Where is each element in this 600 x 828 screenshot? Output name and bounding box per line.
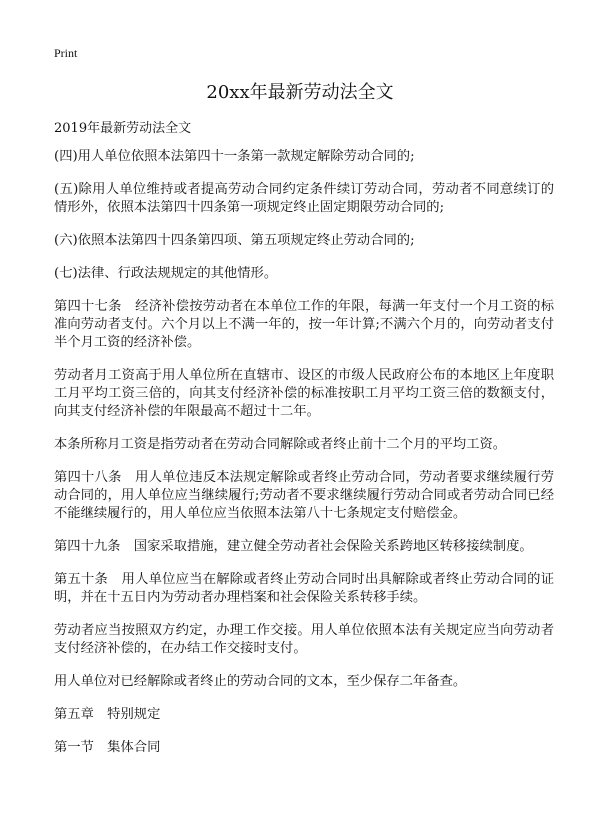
paragraph: (四)用人单位依照本法第四十一条第一款规定解除劳动合同的; bbox=[54, 149, 415, 164]
section-heading: 第一节 集体合同 bbox=[54, 740, 161, 755]
paragraph: 劳动者应当按照双方约定，办理工作交接。用人单位依照本法有关规定应当向劳动者支付经济补偿的，在办结工作交接时支付。 bbox=[54, 623, 554, 656]
article-50: 第五十条 用人单位应当在解除或者终止劳动合同时出具解除或者终止劳动合同的证明，并在十五日内为劳动者办理档案和社会保险关系转移手续。 bbox=[54, 572, 554, 605]
article-47: 第四十七条 经济补偿按劳动者在本单位工作的年限，每满一年支付一个月工资的标准向劳动者支付。六个月以上不满一年的，按一年计算;不满六个月的，向劳动者支付半个月工资的经济补偿。 bbox=[54, 299, 554, 350]
paragraph: 劳动者月工资高于用人单位所在直辖市、设区的市级人民政府公布的本地区上年度职工月平均工资三倍的，向其支付经济补偿的标准按职工月平均工资三倍的数额支付，向其支付经济补偿的年限最高不超过十二年。 bbox=[54, 368, 554, 419]
document-subtitle: 2019年最新劳动法全文 bbox=[54, 121, 192, 136]
paragraph: (七)法律、行政法规规定的其他情形。 bbox=[54, 266, 278, 281]
paragraph: (五)除用人单位维持或者提高劳动合同约定条件续订劳动合同，劳动者不同意续订的情形外，依照本法第四十四条第一项规定终止固定期限劳动合同的; bbox=[54, 182, 554, 215]
article-48: 第四十八条 用人单位违反本法规定解除或者终止劳动合同，劳动者要求继续履行劳动合同的，用人单位应当继续履行;劳动者不要求继续履行劳动合同或者劳动合同已经不能继续履行的，用人单位应当依照本法第八十七条规定支付赔偿金。 bbox=[54, 470, 554, 521]
document-title: 20xx年最新劳动法全文 bbox=[206, 82, 394, 103]
article-49: 第四十九条 国家采取措施，建立健全劳动者社会保险关系跨地区转移接续制度。 bbox=[54, 539, 533, 554]
print-label: Print bbox=[54, 46, 78, 60]
chapter-heading: 第五章 特别规定 bbox=[54, 707, 161, 722]
paragraph: (六)依照本法第四十四条第四项、第五项规定终止劳动合同的; bbox=[54, 233, 415, 248]
document-body bbox=[54, 148, 554, 772]
paragraph: 本条所称月工资是指劳动者在劳动合同解除或者终止前十二个月的平均工资。 bbox=[54, 437, 507, 452]
paragraph: 用人单位对已经解除或者终止的劳动合同的文本，至少保存二年备查。 bbox=[54, 674, 467, 689]
